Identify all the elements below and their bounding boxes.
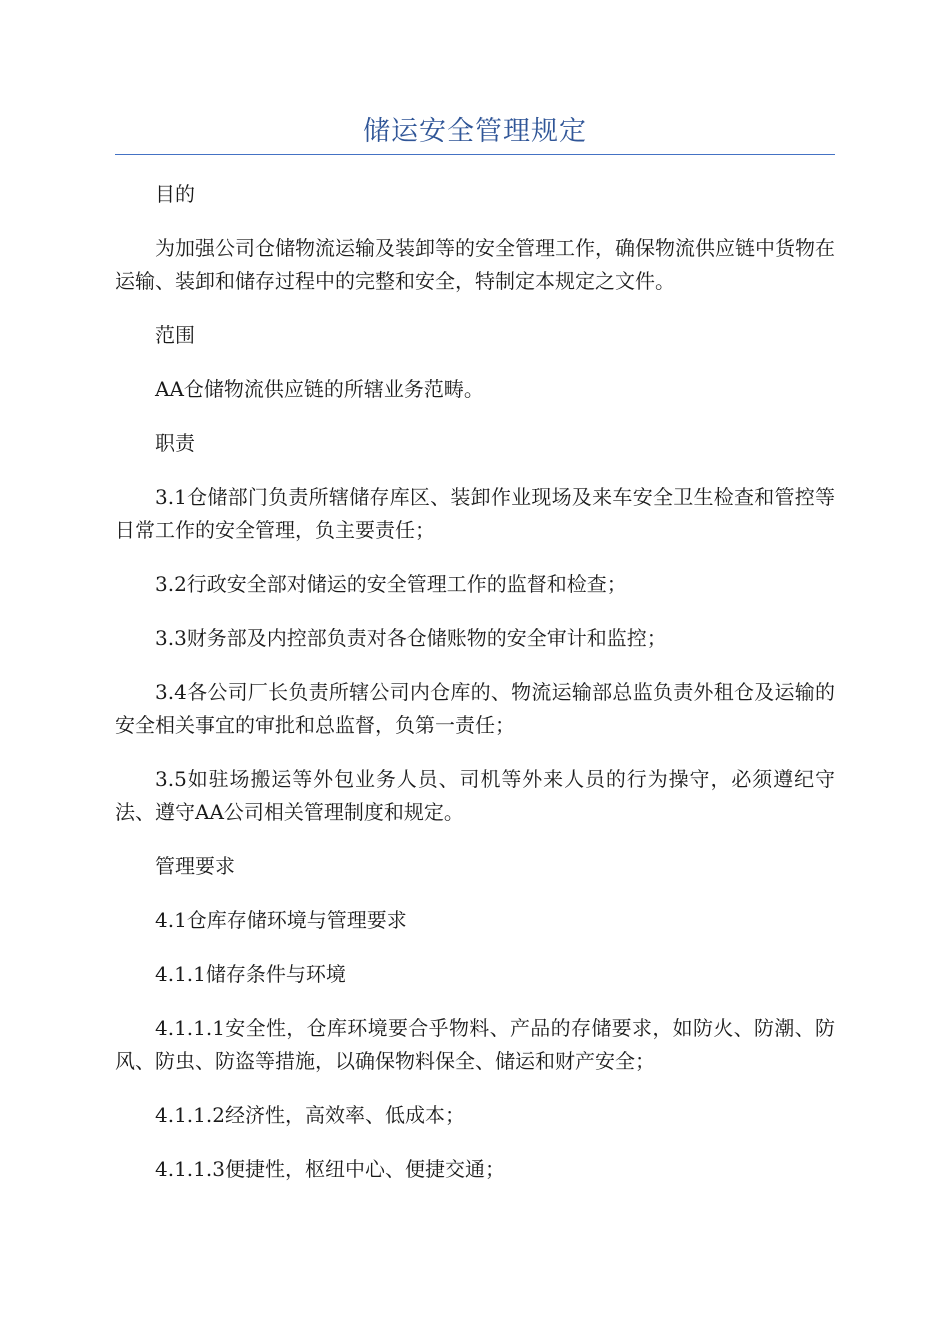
document-body [115,178,835,1207]
section-heading-responsibilities: 职责 [155,431,195,455]
paragraph-4-1-1-2: 4.1.1.2经济性，高效率、低成本； [155,1103,465,1127]
section-heading-purpose: 目的 [155,182,195,206]
paragraph-purpose: 为加强公司仓储物流运输及装卸等的安全管理工作，确保物流供应链中货物在运输、装卸和储存过程中的完整和安全，特制定本规定之文件。 [115,236,835,293]
paragraph-4-1-1: 4.1.1储存条件与环境 [155,962,346,986]
paragraph-scope: AA仓储物流供应链的所辖业务范畴。 [155,377,484,401]
paragraph-3-3: 3.3财务部及内控部负责对各仓储账物的安全审计和监控； [155,626,667,650]
document-title: 储运安全管理规定 [363,116,587,147]
paragraph-3-2: 3.2行政安全部对储运的安全管理工作的监督和检查； [155,572,627,596]
title-underline [115,154,835,155]
paragraph-4-1: 4.1仓库存储环境与管理要求 [155,908,407,932]
paragraph-3-4: 3.4各公司厂长负责所辖公司内仓库的、物流运输部总监负责外租仓及运输的安全相关事宜的审批和总监督，负第一责任； [115,680,835,737]
paragraph-4-1-1-3: 4.1.1.3便捷性，枢纽中心、便捷交通； [155,1157,505,1181]
paragraph-3-1: 3.1仓储部门负责所辖储存库区、装卸作业现场及来车安全卫生检查和管控等日常工作的安全管理，负主要责任； [115,485,835,542]
section-heading-scope: 范围 [155,323,195,347]
paragraph-3-5: 3.5如驻场搬运等外包业务人员、司机等外来人员的行为操守，必须遵纪守法、遵守AA公司相关管理制度和规定。 [115,767,835,824]
paragraph-4-1-1-1: 4.1.1.1安全性，仓库环境要合乎物料、产品的存储要求，如防火、防潮、防风、防虫、防盗等措施，以确保物料保全、储运和财产安全； [115,1016,835,1073]
section-heading-requirements: 管理要求 [155,854,235,878]
